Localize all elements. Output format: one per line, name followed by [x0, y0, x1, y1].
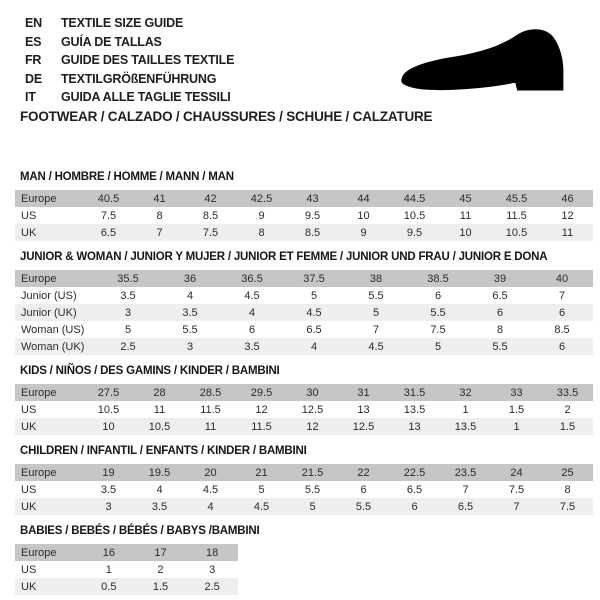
size-cell: 19 — [102, 466, 115, 479]
size-cell: 32 — [459, 386, 472, 399]
size-cell: 5.5 — [355, 500, 372, 513]
size-cell: 41 — [153, 192, 166, 205]
size-cell: 1.5 — [559, 420, 576, 433]
shoe-icon — [393, 27, 578, 102]
size-cell: 12.5 — [352, 420, 375, 433]
size-cell: 31 — [357, 386, 370, 399]
size-cell: 10 — [357, 209, 370, 222]
size-cell: 4.5 — [202, 483, 219, 496]
size-cell: 1.5 — [508, 403, 525, 416]
language-header — [25, 14, 234, 107]
size-cell: 21.5 — [301, 466, 324, 479]
language-label: GUÍA DE TALLAS — [61, 34, 162, 49]
row-label: US — [21, 483, 37, 496]
row-label: UK — [21, 420, 37, 433]
size-cell: 5 — [124, 323, 132, 336]
size-cell: 6 — [558, 340, 566, 353]
size-table-section — [15, 170, 593, 241]
size-cell: 29.5 — [250, 386, 273, 399]
size-cell: 3.5 — [151, 500, 168, 513]
size-cell: 5.5 — [304, 483, 321, 496]
size-cell: 17 — [154, 546, 167, 559]
size-cell: 7 — [513, 500, 520, 513]
size-cell: 11 — [153, 403, 166, 416]
size-cell: 28.5 — [199, 386, 222, 399]
size-cell: 33.5 — [556, 386, 579, 399]
size-cell: 16 — [102, 546, 115, 559]
size-cell: 46 — [561, 192, 574, 205]
size-cell: 9.5 — [406, 226, 423, 239]
size-row — [15, 401, 593, 418]
size-cell: 44.5 — [403, 192, 426, 205]
size-cell: 9 — [258, 209, 265, 222]
size-cell: 1.5 — [152, 580, 169, 593]
size-cell: 36 — [183, 272, 197, 285]
size-cell: 13 — [408, 420, 421, 433]
row-label: Junior (US) — [21, 289, 77, 302]
size-table — [15, 270, 593, 355]
size-table — [15, 384, 593, 435]
category-line: FOOTWEAR / CALZADO / CHAUSSURES / SCHUHE / CALZATURE — [20, 109, 433, 124]
size-cell: 5 — [309, 500, 316, 513]
size-table — [15, 190, 593, 241]
language-row — [25, 88, 234, 107]
language-label: TEXTILGRÖßENFÜHRUNG — [61, 71, 217, 86]
size-cell: 5.5 — [430, 306, 446, 319]
size-cell: 6 — [411, 500, 418, 513]
size-cell: 2.5 — [120, 340, 136, 353]
size-cell: 42 — [204, 192, 217, 205]
size-cell: 4.5 — [306, 306, 322, 319]
size-cell: 8 — [258, 226, 265, 239]
row-label: Woman (UK) — [21, 340, 85, 353]
size-cell: 25 — [561, 466, 574, 479]
row-label: Europe — [21, 386, 57, 399]
size-cell: 8.5 — [304, 226, 321, 239]
size-cell: 2 — [157, 563, 164, 576]
size-cell: 4 — [156, 483, 163, 496]
size-table-title: KIDS / NIÑOS / DES GAMINS / KINDER / BAMBINI — [20, 365, 280, 377]
size-cell: 9 — [360, 226, 367, 239]
size-cell: 4 — [248, 306, 256, 319]
size-cell: 3 — [124, 306, 132, 319]
row-label: Woman (US) — [21, 323, 85, 336]
size-row — [15, 224, 593, 241]
row-label: Europe — [21, 192, 57, 205]
size-cell: 13 — [357, 403, 370, 416]
size-cell: 43 — [306, 192, 319, 205]
size-cell: 19.5 — [148, 466, 171, 479]
size-cell: 8 — [496, 323, 504, 336]
size-cell: 3.5 — [182, 306, 198, 319]
size-cell: 8 — [156, 209, 163, 222]
size-cell: 11.5 — [506, 209, 527, 222]
size-cell: 11.5 — [200, 403, 221, 416]
size-cell: 10.5 — [403, 209, 426, 222]
size-cell: 7.5 — [100, 209, 117, 222]
size-cell: 12 — [561, 209, 574, 222]
language-row — [25, 51, 234, 70]
size-row — [15, 321, 593, 338]
size-cell: 38.5 — [427, 272, 449, 285]
language-row — [25, 33, 234, 52]
size-cell: 20 — [204, 466, 217, 479]
row-label: UK — [21, 580, 37, 593]
size-cell: 31.5 — [403, 386, 426, 399]
size-row — [15, 338, 593, 355]
size-table-title: MAN / HOMBRE / HOMME / MANN / MAN — [20, 171, 234, 183]
size-cell: 1 — [462, 403, 469, 416]
size-cell: 6.5 — [457, 500, 474, 513]
row-label: US — [21, 403, 37, 416]
size-row — [15, 190, 593, 207]
size-cell: 21 — [255, 466, 268, 479]
size-cell: 6 — [360, 483, 367, 496]
size-cell: 7.5 — [508, 483, 525, 496]
size-row — [15, 464, 593, 481]
row-label: Europe — [21, 546, 57, 559]
size-cell: 5 — [258, 483, 265, 496]
size-cell: 4.5 — [368, 340, 384, 353]
size-cell: 40 — [555, 272, 569, 285]
size-cell: 7 — [372, 323, 380, 336]
size-table-title: BABIES / BEBÉS / BÉBÉS / BABYS /BAMBINI — [20, 525, 260, 537]
language-code: EN — [25, 16, 42, 30]
size-cell: 22.5 — [403, 466, 426, 479]
language-code: ES — [25, 34, 42, 49]
size-cell: 7 — [462, 483, 469, 496]
size-table-section — [15, 524, 593, 595]
size-table-title: JUNIOR & WOMAN / JUNIOR Y MUJER / JUNIOR ET FEMME / JUNIOR UND FRAU / JUNIOR E DONA — [20, 251, 548, 263]
size-cell: 5 — [434, 340, 442, 353]
size-cell: 6 — [558, 306, 566, 319]
size-cell: 45 — [459, 192, 472, 205]
size-cell: 18 — [206, 546, 219, 559]
size-cell: 42.5 — [250, 192, 273, 205]
row-label: US — [21, 563, 37, 576]
size-cell: 7.5 — [559, 500, 576, 513]
size-row — [15, 207, 593, 224]
size-cell: 2.5 — [204, 580, 220, 593]
size-cell: 11 — [204, 420, 217, 433]
size-cell: 35.5 — [117, 272, 139, 285]
row-label: US — [21, 209, 37, 222]
size-table — [15, 544, 238, 595]
size-cell: 10.5 — [148, 420, 171, 433]
size-cell: 11 — [459, 209, 472, 222]
size-cell: 28 — [153, 386, 166, 399]
size-table-section — [15, 444, 593, 515]
size-tables — [15, 170, 593, 600]
size-cell: 11.5 — [251, 420, 272, 433]
row-label: UK — [21, 500, 37, 513]
size-cell: 23.5 — [454, 466, 477, 479]
size-cell: 7 — [558, 289, 566, 302]
language-code: FR — [25, 53, 42, 68]
size-row — [15, 270, 593, 287]
size-table — [15, 464, 593, 515]
size-cell: 6 — [496, 306, 504, 319]
size-cell: 7.5 — [202, 226, 219, 239]
size-cell: 9.5 — [304, 209, 321, 222]
size-cell: 27.5 — [97, 386, 120, 399]
row-label: Europe — [21, 272, 57, 285]
size-cell: 3 — [186, 340, 194, 353]
size-cell: 10 — [102, 420, 115, 433]
size-cell: 7 — [156, 226, 163, 239]
size-cell: 37.5 — [303, 272, 325, 285]
size-cell: 6.5 — [100, 226, 117, 239]
language-label: TEXTILE SIZE GUIDE — [61, 16, 184, 30]
size-row — [15, 544, 238, 561]
size-cell: 3.5 — [100, 483, 117, 496]
size-row — [15, 304, 593, 321]
size-cell: 4.5 — [244, 289, 260, 302]
size-row — [15, 578, 238, 595]
size-cell: 33 — [510, 386, 523, 399]
size-table-section — [15, 364, 593, 435]
size-cell: 8.5 — [554, 323, 570, 336]
size-cell: 4 — [310, 340, 318, 353]
size-cell: 6.5 — [306, 323, 322, 336]
size-cell: 10.5 — [505, 226, 528, 239]
size-cell: 12 — [255, 403, 268, 416]
size-cell: 6.5 — [492, 289, 508, 302]
language-label: GUIDE DES TAILLES TEXTILE — [61, 53, 235, 68]
size-table-title: CHILDREN / INFANTIL / ENFANTS / KINDER / BAMBINI — [20, 445, 307, 457]
row-label: UK — [21, 226, 37, 239]
size-cell: 30 — [306, 386, 319, 399]
size-cell: 4 — [186, 289, 194, 302]
size-cell: 13.5 — [454, 420, 477, 433]
language-row — [25, 14, 234, 33]
size-cell: 13.5 — [403, 403, 426, 416]
size-cell: 36.5 — [241, 272, 263, 285]
size-row — [15, 384, 593, 401]
language-code: IT — [25, 90, 36, 105]
size-cell: 6.5 — [406, 483, 423, 496]
size-cell: 45.5 — [505, 192, 528, 205]
size-cell: 22 — [357, 466, 370, 479]
size-cell: 3.5 — [244, 340, 260, 353]
size-cell: 5.5 — [492, 340, 508, 353]
size-cell: 39 — [493, 272, 507, 285]
row-label: Junior (UK) — [21, 306, 77, 319]
size-cell: 40.5 — [97, 192, 120, 205]
size-row — [15, 498, 593, 515]
size-row — [15, 561, 238, 578]
size-cell: 10.5 — [97, 403, 120, 416]
size-cell: 5 — [310, 289, 318, 302]
size-cell: 2 — [564, 403, 571, 416]
size-cell: 1 — [513, 420, 520, 433]
size-cell: 8 — [564, 483, 571, 496]
size-cell: 11 — [561, 226, 574, 239]
size-cell: 6 — [434, 289, 442, 302]
size-cell: 0.5 — [101, 580, 117, 593]
size-cell: 1 — [105, 563, 112, 576]
size-cell: 5 — [372, 306, 380, 319]
size-cell: 24 — [510, 466, 523, 479]
size-row — [15, 287, 593, 304]
size-table-section — [15, 250, 593, 355]
size-cell: 3 — [209, 563, 216, 576]
size-cell: 3 — [105, 500, 112, 513]
size-cell: 8.5 — [202, 209, 219, 222]
size-cell: 5.5 — [182, 323, 198, 336]
size-cell: 44 — [357, 192, 370, 205]
size-row — [15, 418, 593, 435]
size-cell: 3.5 — [120, 289, 136, 302]
size-cell: 6 — [248, 323, 256, 336]
size-row — [15, 481, 593, 498]
size-cell: 12.5 — [301, 403, 324, 416]
language-row — [25, 70, 234, 89]
language-code: DE — [25, 71, 42, 86]
language-label: GUIDA ALLE TAGLIE TESSILI — [61, 90, 231, 105]
size-cell: 5.5 — [368, 289, 384, 302]
size-cell: 10 — [459, 226, 472, 239]
size-cell: 12 — [306, 420, 319, 433]
size-cell: 7.5 — [430, 323, 446, 336]
row-label: Europe — [21, 466, 57, 479]
size-cell: 38 — [369, 272, 383, 285]
size-cell: 4 — [207, 500, 214, 513]
size-cell: 4.5 — [253, 500, 270, 513]
